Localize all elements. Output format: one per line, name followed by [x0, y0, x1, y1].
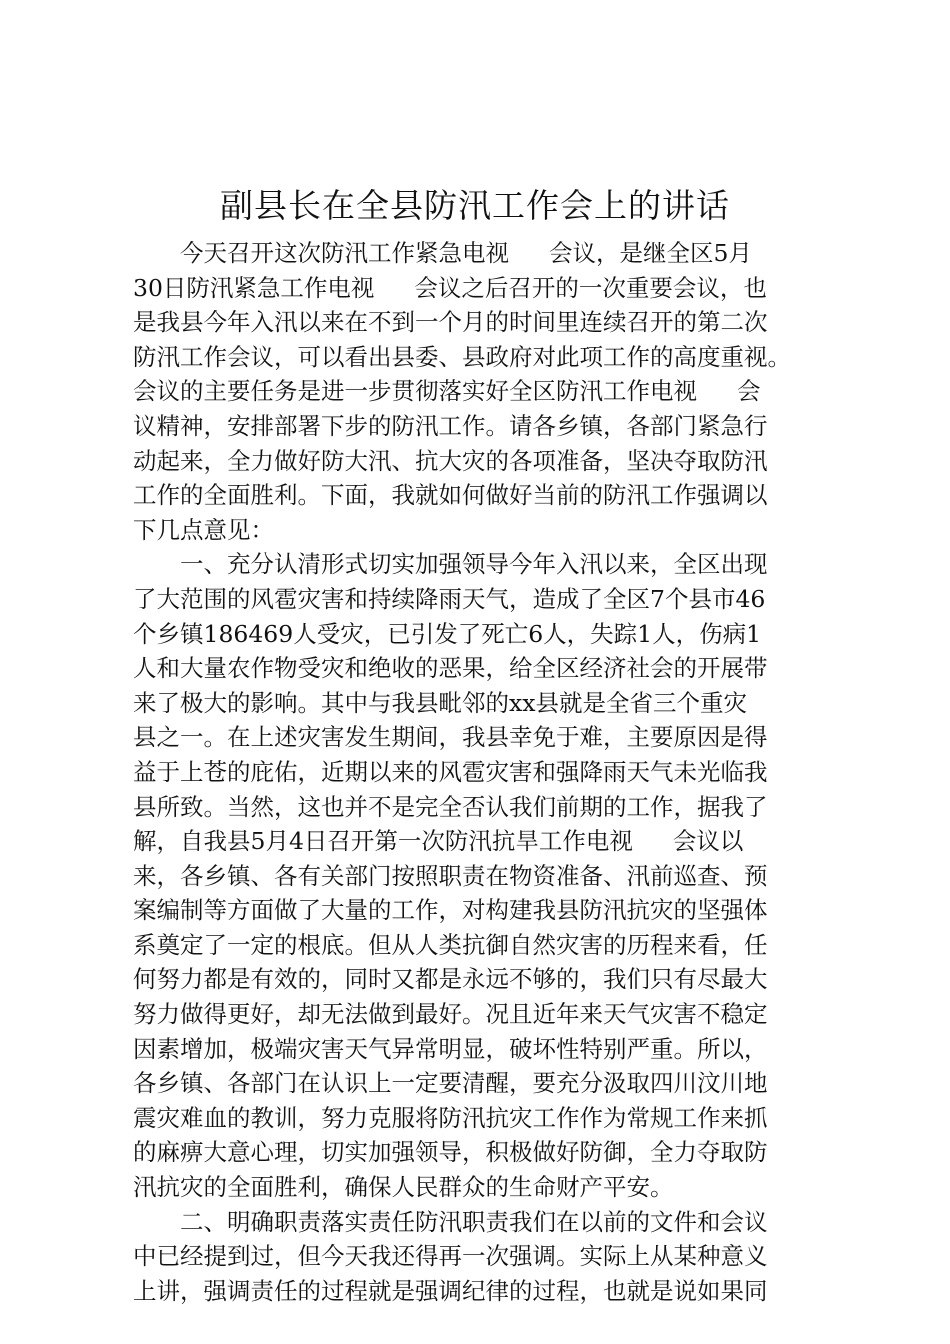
paragraph-line: 来了极大的影响。其中与我县毗邻的xx县就是全省三个重灾 [133, 688, 748, 717]
paragraph-line: 上讲，强调责任的过程就是强调纪律的过程，也就是说如果同 [133, 1276, 768, 1305]
paragraph-line: 二、明确职责落实责任防汛职责我们在以前的文件和会议 [180, 1207, 768, 1236]
paragraph-line: 是我县今年入汛以来在不到一个月的时间里连续召开的第二次 [133, 308, 768, 337]
text-segment: 会议以 [672, 827, 744, 856]
text-segment: 解，自我县5月4日召开第一次防汛抗旱工作电视 [133, 827, 633, 856]
text-segment: 30日防汛紧急工作电视 [133, 273, 375, 302]
document-body [133, 236, 843, 1308]
paragraph-line: 下几点意见： [133, 515, 274, 544]
paragraph-line: 中已经提到过，但今天我还得再一次强调。实际上从某种意义 [133, 1242, 768, 1271]
paragraph-line: 的麻痹大意心理，切实加强领导，积极做好防御，全力夺取防 [133, 1138, 768, 1167]
paragraph-line: 来，各乡镇、各有关部门按照职责在物资准备、汛前巡查、预 [133, 861, 768, 890]
paragraph-line: 震灾难血的教训，努力克服将防汛抗灾工作作为常规工作来抓 [133, 1103, 768, 1132]
paragraph-line: 何努力都是有效的，同时又都是永远不够的，我们只有尽最大 [133, 965, 768, 994]
paragraph-line: 因素增加，极端灾害天气异常明显，破坏性特别严重。所以， [133, 1034, 768, 1063]
text-segment: 会议的主要任务是进一步贯彻落实好全区防汛工作电视 [133, 377, 697, 406]
text-segment: 会 [737, 377, 761, 406]
paragraph-line: 县所致。当然，这也并不是完全否认我们前期的工作，据我了 [133, 792, 768, 821]
paragraph-line: 益于上苍的庇佑，近期以来的风雹灾害和强降雨天气未光临我 [133, 757, 768, 786]
paragraph-line: 一、充分认清形式切实加强领导今年入汛以来，全区出现 [180, 550, 768, 579]
paragraph-line: 人和大量农作物受灾和绝收的恶果，给全区经济社会的开展带 [133, 654, 768, 683]
paragraph-line: 系奠定了一定的根底。但从人类抗御自然灾害的历程来看，任 [133, 930, 768, 959]
text-segment: 会议之后召开的一次重要会议，也 [414, 273, 767, 302]
paragraph-line: 努力做得更好，却无法做到最好。况且近年来天气灾害不稳定 [133, 1000, 768, 1029]
paragraph-line: 各乡镇、各部门在认识上一定要清醒，要充分汲取四川汶川地 [133, 1069, 768, 1098]
paragraph-line: 防汛工作会议，可以看出县委、县政府对此项工作的高度重视。 [133, 342, 791, 371]
paragraph-line [133, 236, 843, 271]
paragraph-line: 案编制等方面做了大量的工作，对构建我县防汛抗灾的坚强体 [133, 896, 768, 925]
page-title: 副县长在全县防汛工作会上的讲话 [220, 186, 730, 225]
text-segment: 会议，是继全区5月 [549, 239, 752, 267]
paragraph-line: 了大范围的风雹灾害和持续降雨天气，造成了全区7个县市46 [133, 584, 766, 613]
paragraph-line: 个乡镇186469人受灾，已引发了死亡6人，失踪1人，伤病1 [133, 619, 762, 648]
paragraph-line [133, 271, 843, 306]
paragraph-line [133, 824, 843, 859]
paragraph-line: 工作的全面胜利。下面，我就如何做好当前的防汛工作强调以 [133, 481, 768, 510]
paragraph-line [133, 374, 843, 409]
paragraph-line: 议精神，安排部署下步的防汛工作。请各乡镇，各部门紧急行 [133, 411, 768, 440]
paragraph-line: 汛抗灾的全面胜利，确保人民群众的生命财产平安。 [133, 1173, 674, 1202]
paragraph-line: 动起来，全力做好防大汛、抗大灾的各项准备，坚决夺取防汛 [133, 446, 768, 475]
text-segment: 今天召开这次防汛工作紧急电视 [180, 239, 509, 267]
paragraph-line: 县之一。在上述灾害发生期间，我县幸免于难，主要原因是得 [133, 723, 768, 752]
